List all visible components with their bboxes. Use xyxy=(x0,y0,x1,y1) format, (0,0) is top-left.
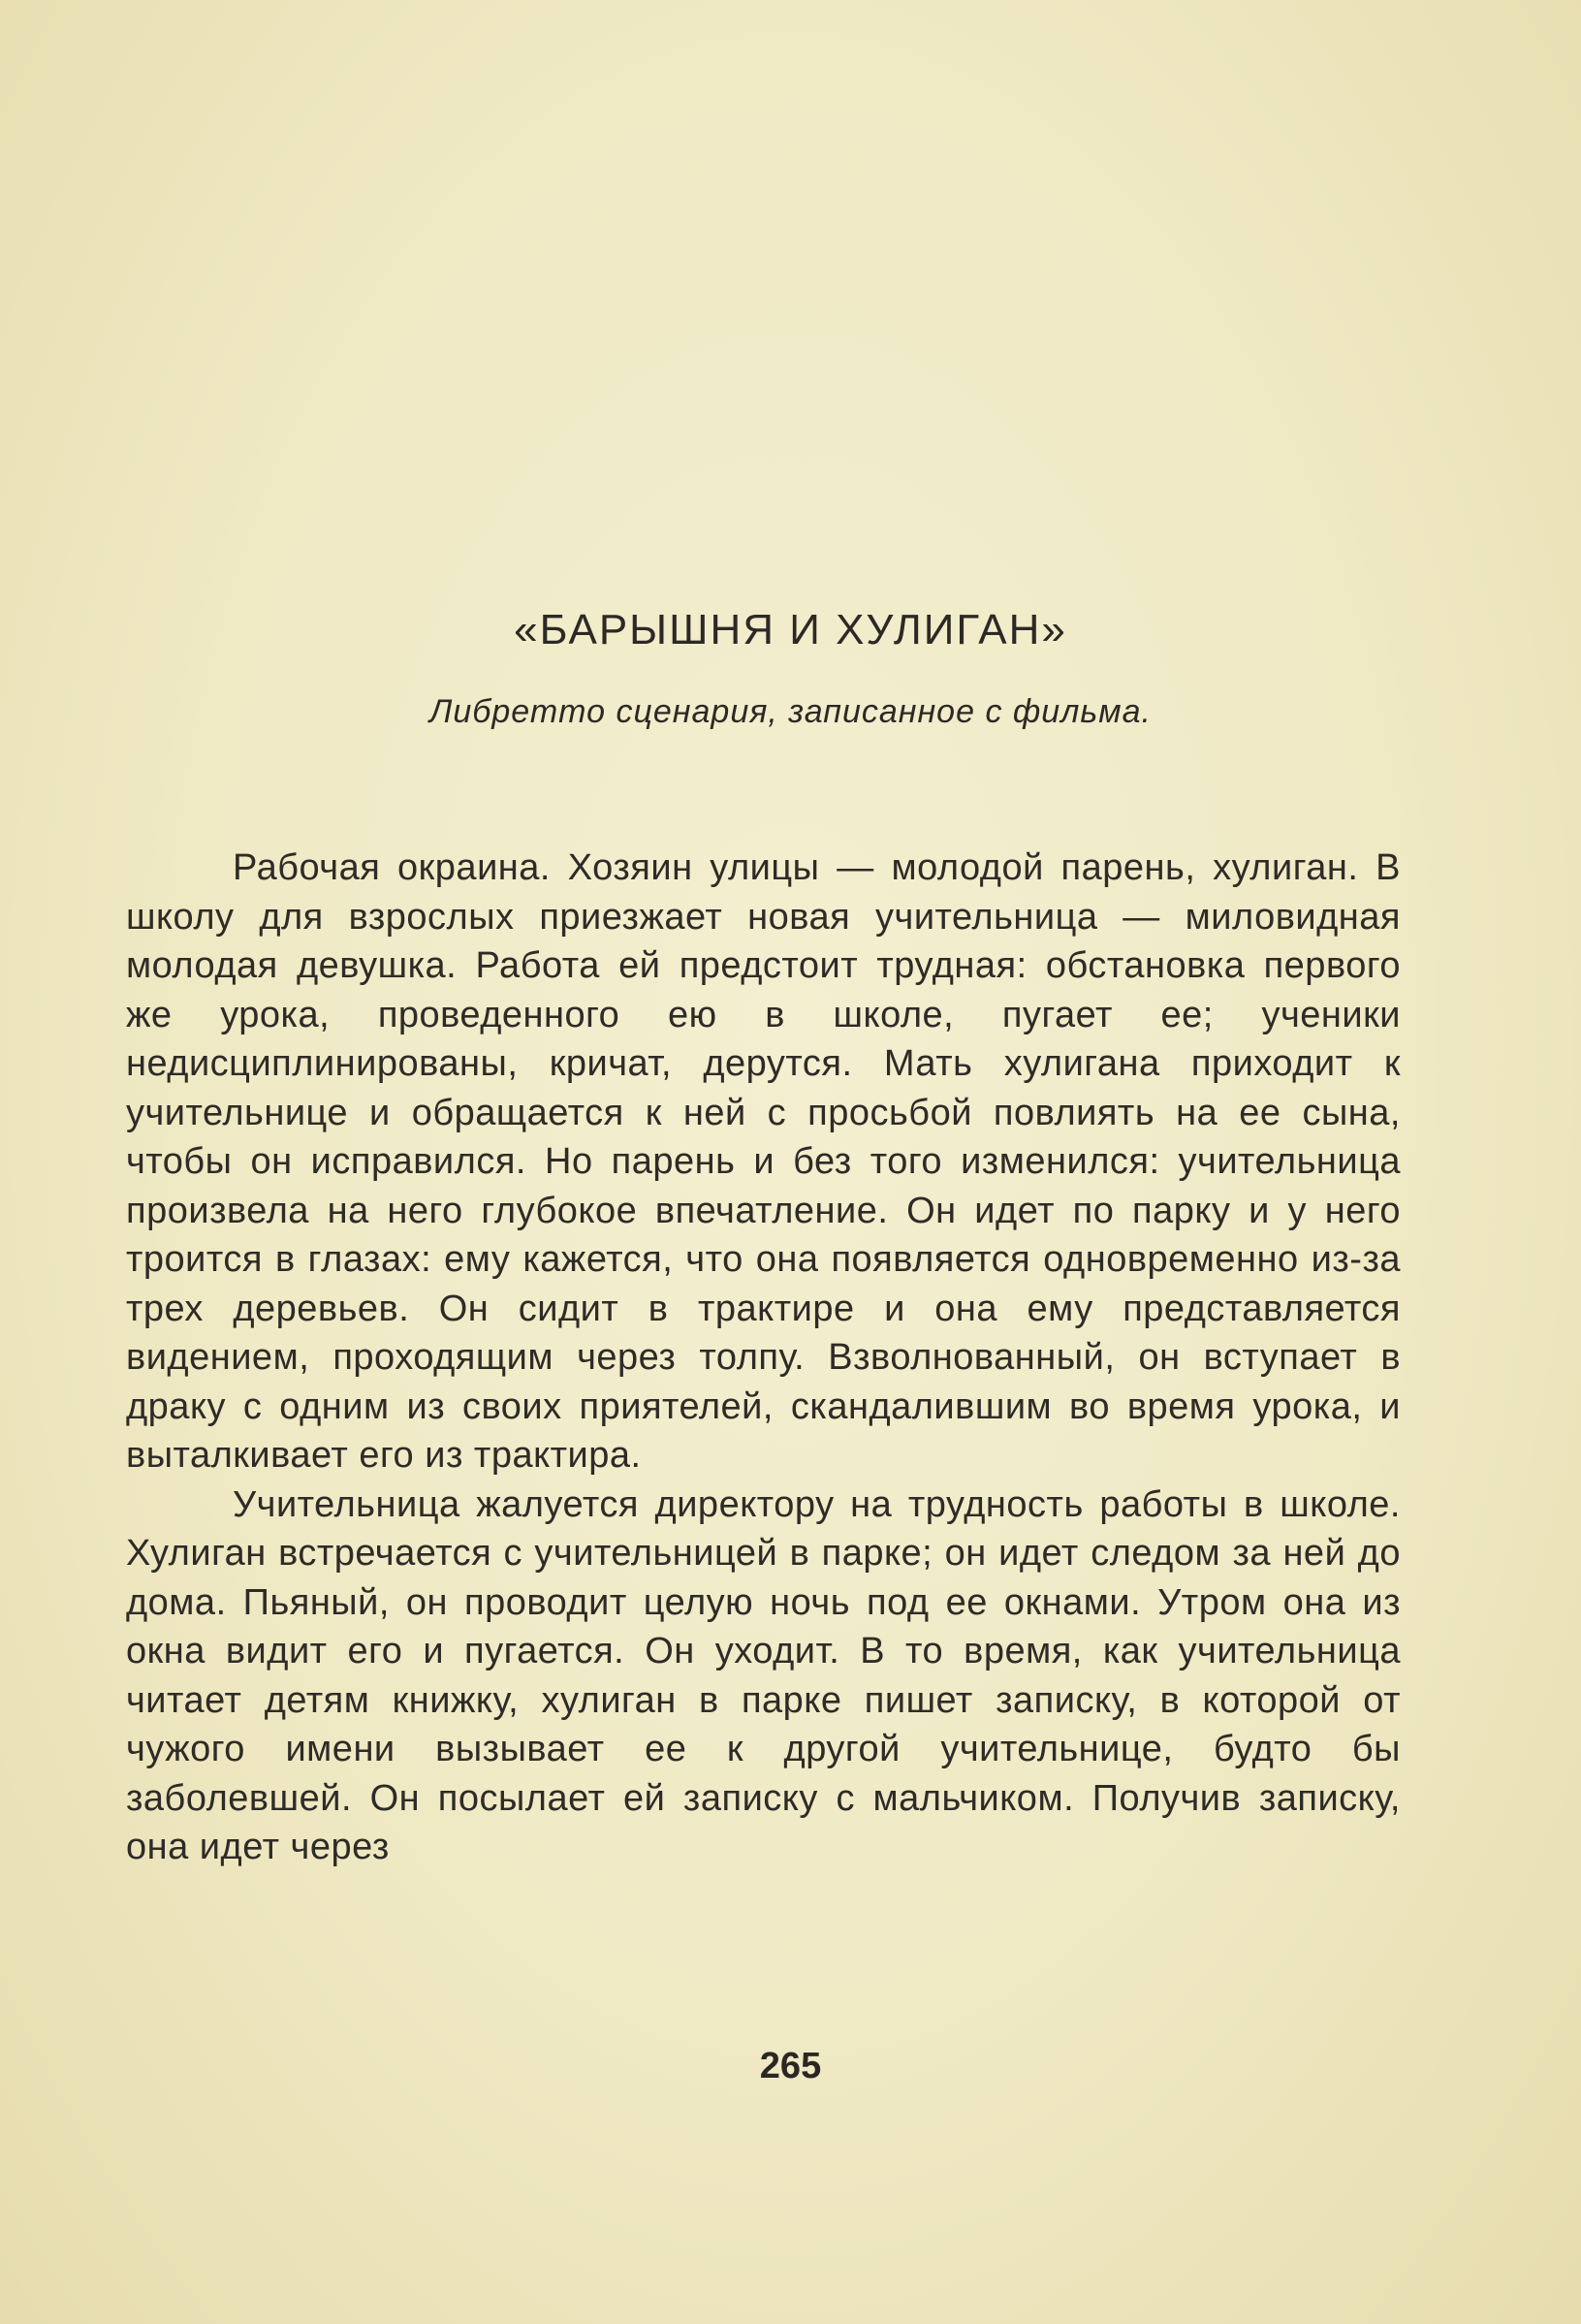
page-title: «БАРЫШНЯ И ХУЛИГАН» xyxy=(514,606,1067,653)
page-subtitle: Либретто сценария, записанное с фильма. xyxy=(429,693,1152,730)
paragraph-1: Рабочая окраина. Хозяин улицы — молодой парень, хулиган. В школу для взрослых приезжает новая учительница — миловидная молодая девушка. Работа ей предстоит трудная: обстановка первого же урока, проведенного ею в школе, пугает ее; ученики недисциплинированы, кричат, дерутся. Мать хулигана приходит к учительнице и обращается к ней с просьбой повлиять на ее сына, чтобы он исправился. Но парень и без того изменился: учительница произвела на него глубокое впечатление. Он идет по парку и у него троится в глазах: ему кажется, что она появляется одновременно из-за трех деревьев. Он сидит в трактире и она ему представляется видением, проходящим через толпу. Взволнованный, он вступает в драку с одним из своих приятелей, скандалившим во время урока, и выталкивает его из трактира. xyxy=(126,847,1401,1476)
body-text xyxy=(126,844,1401,1872)
paragraph-2: Учительница жалуется директору на трудность работы в школе. Хулиган встречается с учительницей в парке; он идет следом за ней до дома. Пьяный, он проводит целую ночь под ее окнами. Утром она из окна видит его и пугается. Он уходит. В то время, как учительница читает детям книжку, хулиган в парке пишет записку, в которой от чужого имени вызывает ее к другой учительнице, будто бы заболевшей. Он посылает ей записку с мальчиком. Получив записку, она идет через xyxy=(126,1483,1401,1867)
page-number: 265 xyxy=(759,2046,822,2086)
